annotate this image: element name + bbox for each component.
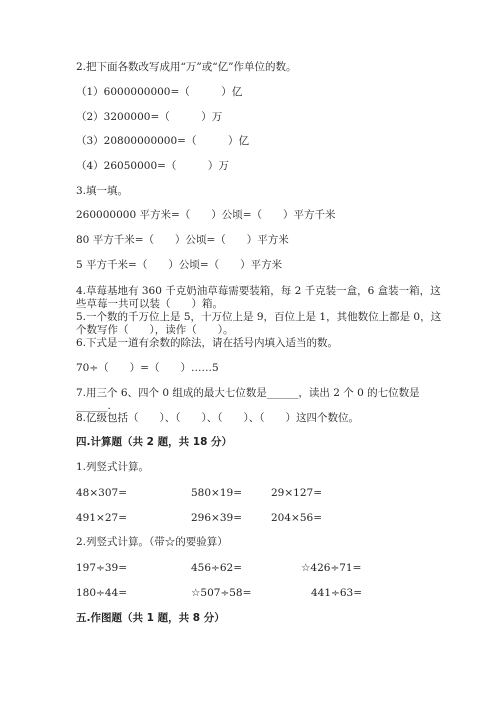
q5-line-1: 5.一个数的千万位上是 5，十万位上是 9，百位上是 1，其他数位上都是 0，这 [76, 311, 442, 323]
calc2-title: 2.列竖式计算。（带☆的要验算） [76, 536, 228, 548]
q7-line-2: ______. [76, 400, 111, 412]
calc1-title: 1.列竖式计算。 [76, 461, 150, 473]
q8-text: 8.亿级包括（ ）、（ ）、（ ）、（ ）这四个数位。 [76, 412, 360, 424]
q3-item-1: 260000000 平方米=（ ）公顷=（ ）平方千米 [76, 209, 336, 221]
q4-line-1: 4.草莓基地有 360 千克奶油草莓需要装箱，每 2 千克装一盒，6 盒装一箱，这 [76, 285, 441, 297]
q2-item-2: （2）3200000=（ ）万 [76, 111, 223, 123]
calc2-r1-c1: 197÷39= [76, 562, 127, 574]
section5-heading: 五.作图题（共 1 题，共 8 分） [76, 612, 225, 624]
q2-item-3: （3）20800000000=（ ）亿 [76, 135, 249, 147]
calc1-r1-c3: 29×127= [271, 487, 322, 499]
calc1-r2-c3: 204×56= [271, 512, 322, 524]
q7-line-1: 7.用三个 6、四个 0 组成的最大七位数是______，读出 2 个 0 的七位数是 [76, 387, 420, 399]
calc2-r2-c2: ☆507÷58= [191, 587, 252, 599]
q6-title: 6.下式是一道有余数的除法，请在括号内填入适当的数。 [76, 337, 339, 349]
calc2-r2-c3: 441÷63= [311, 587, 362, 599]
calc1-r2-c2: 296×39= [191, 512, 242, 524]
q4-line-2: 些草莓一共可以装（ ）箱。 [76, 298, 223, 310]
q3-item-3: 5 平方千米=（ ）公顷=（ ）平方米 [76, 259, 283, 271]
q2-item-1: （1）6000000000=（ ）亿 [76, 86, 243, 98]
calc1-r1-c2: 580×19= [191, 487, 242, 499]
calc2-r1-c3: ☆426÷71= [301, 562, 362, 574]
calc2-r2-c1: 180÷44= [76, 587, 127, 599]
q6-expression: 70÷（ ）=（ ）……5 [76, 362, 219, 374]
q3-item-2: 80 平方千米=（ ）公顷=（ ）平方米 [76, 234, 289, 246]
calc1-r2-c1: 491×27= [76, 512, 127, 524]
q3-title: 3.填一填。 [76, 185, 129, 197]
section4-heading: 四.计算题（共 2 题，共 18 分） [76, 436, 233, 448]
calc2-r1-c2: 456÷62= [191, 562, 242, 574]
q2-item-4: （4）26050000=（ ）万 [76, 160, 229, 172]
q5-line-2: 个数写作（ ），读作（ ）。 [76, 324, 234, 336]
calc1-r1-c1: 48×307= [76, 487, 127, 499]
q2-title: 2.把下面各数改写成用“万”或“亿”作单位的数。 [76, 61, 297, 73]
